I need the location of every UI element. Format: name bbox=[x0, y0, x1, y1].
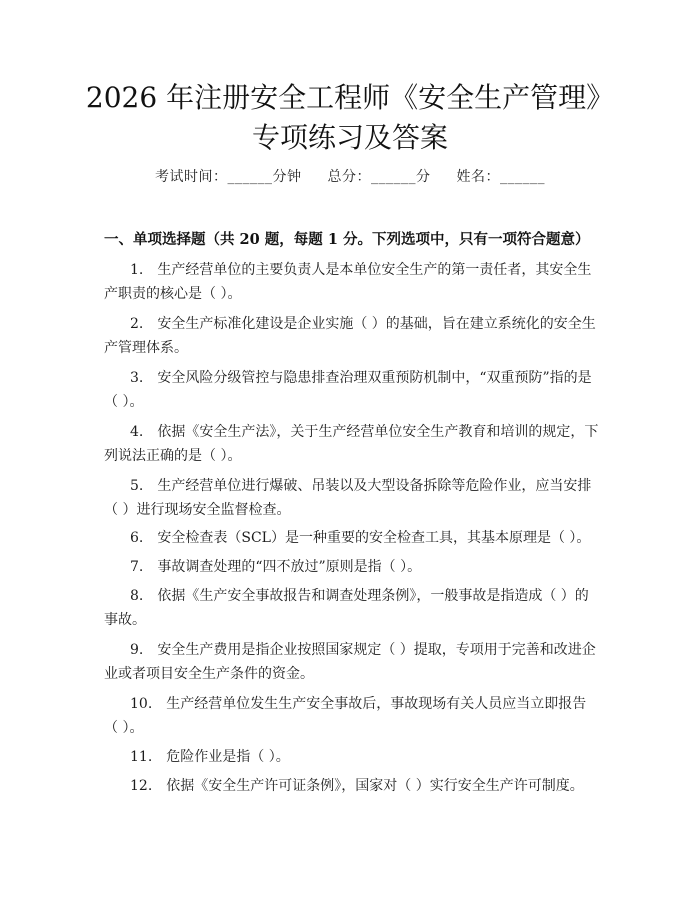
question-3 bbox=[104, 366, 599, 414]
question-text: 依据《安全生产许可证条例》，国家对（ ）实行安全生产许可制度。 bbox=[166, 778, 584, 794]
question-number: 11. bbox=[130, 749, 153, 765]
page-title: 2026 年注册安全工程师《安全生产管理》专项练习及答案 bbox=[85, 81, 615, 154]
question-number: 5. bbox=[130, 478, 144, 494]
question-10 bbox=[104, 692, 599, 740]
question-text: 生产经营单位发生生产安全事故后，事故现场有关人员应当立即报告（ ）。 bbox=[104, 696, 587, 736]
question-7 bbox=[104, 555, 599, 579]
question-2 bbox=[104, 312, 599, 360]
question-text: 事故调查处理的“四不放过”原则是指（ ）。 bbox=[157, 559, 422, 575]
name-field: 姓名：______ bbox=[456, 169, 545, 185]
question-text: 危险作业是指（ ）。 bbox=[166, 749, 290, 765]
question-number: 2. bbox=[130, 316, 144, 332]
question-text: 生产经营单位进行爆破、吊装以及大型设备拆除等危险作业，应当安排（ ）进行现场安全监督检查。 bbox=[104, 478, 592, 518]
question-number: 4. bbox=[130, 424, 144, 440]
question-text: 安全风险分级管控与隐患排查治理双重预防机制中，“双重预防”指的是（ ）。 bbox=[104, 370, 592, 410]
question-text: 依据《生产安全事故报告和调查处理条例》，一般事故是指造成（ ）的事故。 bbox=[104, 588, 589, 628]
question-number: 7. bbox=[130, 559, 144, 575]
question-text: 生产经营单位的主要负责人是本单位安全生产的第一责任者，其安全生产职责的核心是（ ）。 bbox=[104, 262, 592, 302]
section-heading: 一、单项选择题（共 20 题，每题 1 分。下列选项中，只有一项符合题意） bbox=[104, 231, 590, 248]
question-number: 10. bbox=[130, 696, 153, 712]
question-5 bbox=[104, 474, 599, 522]
exam-time-field: 考试时间：______分钟 bbox=[155, 169, 302, 185]
question-text: 安全检查表（SCL）是一种重要的安全检查工具，其基本原理是（ ）。 bbox=[157, 530, 591, 546]
question-4 bbox=[104, 420, 599, 468]
question-text: 依据《安全生产法》，关于生产经营单位安全生产教育和培训的规定，下列说法正确的是（ ）。 bbox=[104, 424, 599, 464]
question-9 bbox=[104, 638, 599, 686]
question-8 bbox=[104, 584, 599, 632]
question-number: 1. bbox=[130, 262, 144, 278]
question-number: 3. bbox=[130, 370, 144, 386]
question-11 bbox=[104, 745, 599, 769]
question-6 bbox=[104, 526, 599, 550]
question-number: 6. bbox=[130, 530, 144, 546]
question-number: 9. bbox=[130, 642, 144, 658]
question-text: 安全生产费用是指企业按照国家规定（ ）提取，专项用于完善和改进企业或者项目安全生产条件的资金。 bbox=[104, 642, 596, 682]
exam-meta bbox=[0, 166, 700, 186]
total-score-field: 总分：______分 bbox=[327, 169, 431, 185]
question-text: 安全生产标准化建设是企业实施（ ）的基础，旨在建立系统化的安全生产管理体系。 bbox=[104, 316, 596, 356]
question-1 bbox=[104, 258, 599, 306]
question-number: 8. bbox=[130, 588, 144, 604]
question-number: 12. bbox=[130, 778, 153, 794]
question-12 bbox=[104, 774, 599, 798]
